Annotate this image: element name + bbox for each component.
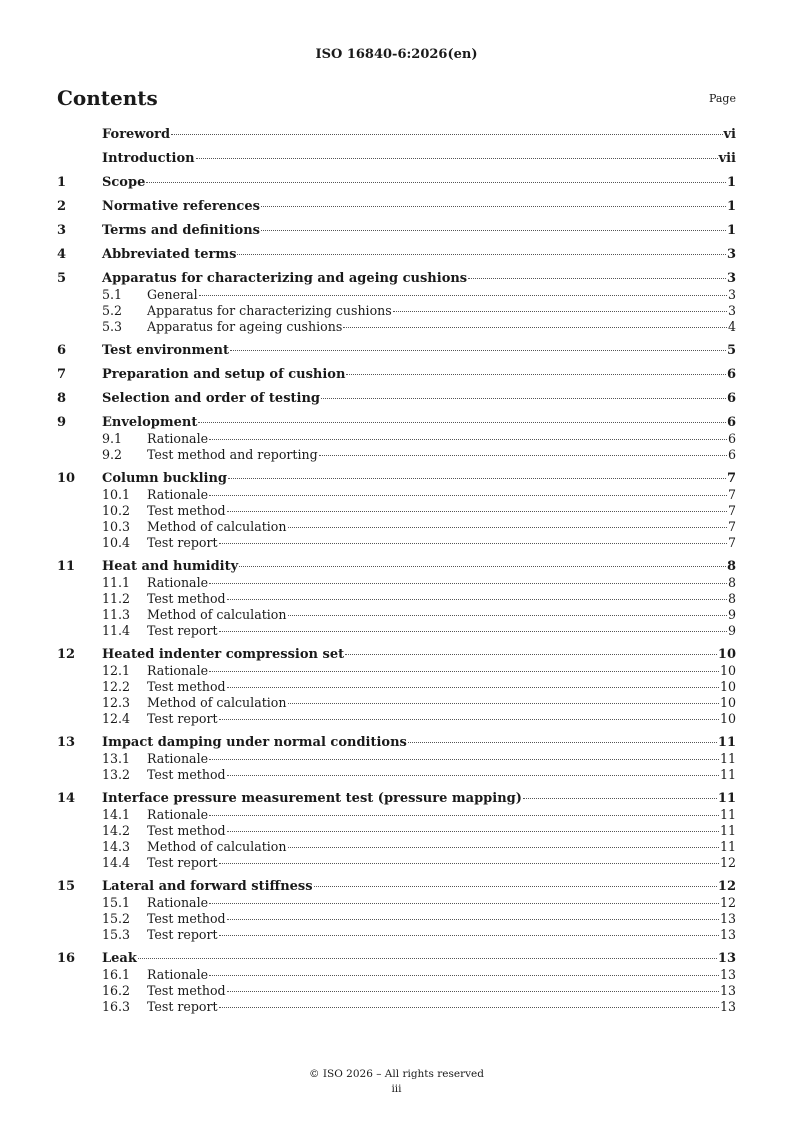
toc-entry-page: vi bbox=[723, 127, 736, 142]
toc-subentry-title[interactable]: General bbox=[147, 287, 198, 302]
toc-entry-title[interactable]: Foreword bbox=[102, 127, 171, 142]
toc-subentry-number: 5.3 bbox=[102, 319, 123, 334]
dot-leader bbox=[219, 631, 727, 632]
toc-subentry-number: 13.2 bbox=[102, 767, 131, 782]
toc-subentry-page: 3 bbox=[727, 287, 736, 302]
toc-entry-number: 9 bbox=[57, 415, 67, 430]
toc-subentry-number: 10.2 bbox=[102, 503, 131, 518]
toc-subentry-page: 3 bbox=[727, 303, 736, 318]
toc-subentry[interactable] bbox=[57, 967, 736, 983]
toc-subentry[interactable] bbox=[57, 767, 736, 783]
toc-subentry-page: 10 bbox=[719, 695, 736, 710]
toc-entry-number: 3 bbox=[57, 223, 67, 238]
toc-subentry-page: 13 bbox=[719, 927, 736, 942]
dot-leader bbox=[209, 671, 719, 672]
toc-entry-title[interactable]: Test environment bbox=[102, 343, 229, 358]
toc-subentry-number: 15.1 bbox=[102, 895, 131, 910]
toc-subentry[interactable] bbox=[57, 807, 736, 823]
toc-subentry-title[interactable]: Test report bbox=[147, 535, 218, 550]
dot-leader bbox=[227, 599, 727, 600]
table-of-contents bbox=[57, 127, 736, 1015]
dot-leader bbox=[199, 295, 727, 296]
toc-subentry[interactable] bbox=[57, 535, 736, 551]
toc-entry[interactable] bbox=[57, 127, 736, 143]
dot-leader bbox=[261, 230, 726, 231]
toc-subentry-title[interactable]: Method of calculation bbox=[147, 519, 287, 534]
toc-entry-page: 11 bbox=[717, 791, 736, 806]
document-header: ISO 16840-6:2026(en) bbox=[315, 47, 478, 62]
toc-subentry-page: 9 bbox=[727, 607, 736, 622]
dot-leader bbox=[228, 478, 726, 479]
toc-subentry[interactable] bbox=[57, 287, 736, 303]
toc-subentry-number: 16.3 bbox=[102, 999, 131, 1014]
dot-leader bbox=[288, 527, 727, 528]
toc-subentry[interactable] bbox=[57, 751, 736, 767]
toc-entry-page: 6 bbox=[726, 415, 736, 430]
toc-entry[interactable] bbox=[57, 367, 736, 383]
dot-leader bbox=[219, 1007, 719, 1008]
toc-entry-title[interactable]: Heated indenter compression set bbox=[102, 647, 345, 662]
toc-subentry-title[interactable]: Apparatus for ageing cushions bbox=[147, 319, 343, 334]
toc-subentry[interactable] bbox=[57, 999, 736, 1015]
toc-subentry-title[interactable]: Rationale bbox=[147, 487, 209, 502]
toc-subentry-number: 11.3 bbox=[102, 607, 131, 622]
toc-subentry[interactable] bbox=[57, 895, 736, 911]
toc-entry-title[interactable]: Abbreviated terms bbox=[102, 247, 237, 262]
dot-leader bbox=[261, 206, 726, 207]
toc-entry-page: 6 bbox=[726, 367, 736, 382]
toc-subentry-page: 6 bbox=[727, 447, 736, 462]
toc-subentry[interactable] bbox=[57, 855, 736, 871]
toc-entry-title[interactable]: Column buckling bbox=[102, 471, 228, 486]
dot-leader bbox=[227, 991, 719, 992]
toc-subentry-number: 12.2 bbox=[102, 679, 131, 694]
toc-entry-page: 12 bbox=[717, 879, 736, 894]
toc-subentry[interactable] bbox=[57, 679, 736, 695]
toc-entry[interactable] bbox=[57, 791, 736, 807]
toc-entry-title[interactable]: Terms and definitions bbox=[102, 223, 260, 238]
toc-subentry[interactable] bbox=[57, 711, 736, 727]
toc-entry-title[interactable]: Introduction bbox=[102, 151, 195, 166]
toc-entry-number: 16 bbox=[57, 951, 76, 966]
toc-entry-page: 11 bbox=[717, 735, 736, 750]
toc-subentry-number: 9.1 bbox=[102, 431, 123, 446]
toc-entry[interactable] bbox=[57, 223, 736, 239]
dot-leader bbox=[468, 278, 726, 279]
toc-subentry-number: 13.1 bbox=[102, 751, 131, 766]
toc-entry[interactable] bbox=[57, 951, 736, 967]
toc-entry-page: 6 bbox=[726, 391, 736, 406]
toc-subentry-title[interactable]: Rationale bbox=[147, 431, 209, 446]
toc-subentry-title[interactable]: Rationale bbox=[147, 575, 209, 590]
dot-leader bbox=[346, 374, 726, 375]
toc-subentry-number: 11.1 bbox=[102, 575, 131, 590]
toc-subentry[interactable] bbox=[57, 319, 736, 335]
toc-subentry-number: 11.2 bbox=[102, 591, 131, 606]
dot-leader bbox=[227, 687, 719, 688]
dot-leader bbox=[146, 182, 726, 183]
toc-entry-number: 11 bbox=[57, 559, 76, 574]
toc-subentry-title[interactable]: Test method bbox=[147, 591, 226, 606]
toc-entry-title[interactable]: Selection and order of testing bbox=[102, 391, 320, 406]
toc-subentry-number: 14.3 bbox=[102, 839, 131, 854]
toc-subentry-page: 12 bbox=[719, 855, 736, 870]
toc-subentry-number: 10.1 bbox=[102, 487, 131, 502]
dot-leader bbox=[219, 863, 719, 864]
toc-subentry-title[interactable]: Test method and reporting bbox=[147, 447, 318, 462]
dot-leader bbox=[227, 775, 719, 776]
toc-subentry-page: 8 bbox=[727, 575, 736, 590]
toc-entry-title[interactable]: Preparation and setup of cushion bbox=[102, 367, 346, 382]
toc-entry-number: 7 bbox=[57, 367, 67, 382]
toc-entry-title[interactable]: Scope bbox=[102, 175, 146, 190]
dot-leader bbox=[239, 566, 726, 567]
toc-subentry-title[interactable]: Method of calculation bbox=[147, 607, 287, 622]
toc-subentry-page: 4 bbox=[727, 319, 736, 334]
toc-entry-page: 1 bbox=[726, 223, 736, 238]
toc-subentry[interactable] bbox=[57, 823, 736, 839]
toc-entry[interactable] bbox=[57, 247, 736, 263]
dot-leader bbox=[219, 543, 727, 544]
toc-subentry[interactable] bbox=[57, 983, 736, 999]
toc-entry-title[interactable]: Envelopment bbox=[102, 415, 198, 430]
dot-leader bbox=[314, 886, 717, 887]
dot-leader bbox=[219, 719, 719, 720]
toc-subentry-title[interactable]: Test method bbox=[147, 503, 226, 518]
toc-subentry-title[interactable]: Test method bbox=[147, 911, 226, 926]
toc-subentry[interactable] bbox=[57, 447, 736, 463]
toc-entry-title[interactable]: Normative references bbox=[102, 199, 260, 214]
toc-entry-number: 12 bbox=[57, 647, 76, 662]
toc-entry[interactable] bbox=[57, 151, 736, 167]
toc-subentry-number: 11.4 bbox=[102, 623, 131, 638]
toc-subentry-page: 11 bbox=[719, 751, 736, 766]
toc-subentry-number: 16.2 bbox=[102, 983, 131, 998]
dot-leader bbox=[343, 327, 727, 328]
toc-entry[interactable] bbox=[57, 559, 736, 575]
toc-subentry-title[interactable]: Test method bbox=[147, 767, 226, 782]
toc-subentry-number: 14.1 bbox=[102, 807, 131, 822]
dot-leader bbox=[198, 422, 726, 423]
page-column-label: Page bbox=[708, 92, 736, 105]
toc-entry-page: 8 bbox=[726, 559, 736, 574]
toc-subentry-title[interactable]: Test method bbox=[147, 983, 226, 998]
toc-subentry[interactable] bbox=[57, 607, 736, 623]
toc-subentry-title[interactable]: Test method bbox=[147, 679, 226, 694]
dot-leader bbox=[209, 495, 727, 496]
toc-entry-page: 13 bbox=[717, 951, 736, 966]
toc-entry-number: 2 bbox=[57, 199, 67, 214]
toc-entry-number: 15 bbox=[57, 879, 76, 894]
toc-subentry-page: 8 bbox=[727, 591, 736, 606]
toc-subentry[interactable] bbox=[57, 911, 736, 927]
toc-subentry[interactable] bbox=[57, 431, 736, 447]
toc-subentry-page: 13 bbox=[719, 967, 736, 982]
toc-subentry-page: 11 bbox=[719, 807, 736, 822]
page-footer bbox=[0, 1067, 793, 1097]
toc-subentry-number: 12.1 bbox=[102, 663, 131, 678]
toc-subentry-title[interactable]: Rationale bbox=[147, 967, 209, 982]
toc-entry-title[interactable]: Lateral and forward stiffness bbox=[102, 879, 313, 894]
toc-entry[interactable] bbox=[57, 471, 736, 487]
toc-subentry-title[interactable]: Test report bbox=[147, 623, 218, 638]
dot-leader bbox=[209, 975, 719, 976]
dot-leader bbox=[321, 398, 726, 399]
toc-subentry-page: 9 bbox=[727, 623, 736, 638]
toc-subentry-title[interactable]: Rationale bbox=[147, 751, 209, 766]
toc-entry[interactable] bbox=[57, 271, 736, 287]
toc-subentry[interactable] bbox=[57, 591, 736, 607]
dot-leader bbox=[288, 615, 727, 616]
toc-subentry-title[interactable]: Test report bbox=[147, 711, 218, 726]
toc-subentry-page: 13 bbox=[719, 911, 736, 926]
toc-entry-page: 1 bbox=[726, 175, 736, 190]
toc-entry-number: 13 bbox=[57, 735, 76, 750]
page-number: iii bbox=[391, 1083, 402, 1095]
dot-leader bbox=[523, 798, 717, 799]
toc-subentry-page: 10 bbox=[719, 711, 736, 726]
dot-leader bbox=[209, 759, 719, 760]
toc-entry-page: vii bbox=[718, 151, 736, 166]
toc-entry-page: 3 bbox=[726, 271, 736, 286]
toc-subentry-number: 5.1 bbox=[102, 287, 123, 302]
toc-subentry[interactable] bbox=[57, 503, 736, 519]
toc-subentry-page: 11 bbox=[719, 823, 736, 838]
dot-leader bbox=[288, 847, 719, 848]
toc-entry-number: 10 bbox=[57, 471, 76, 486]
page-title: Contents bbox=[57, 86, 158, 110]
dot-leader bbox=[288, 703, 719, 704]
toc-entry-title[interactable]: Interface pressure measurement test (pressure mapping) bbox=[102, 791, 522, 806]
toc-entry[interactable] bbox=[57, 647, 736, 663]
dot-leader bbox=[196, 158, 718, 159]
toc-entry[interactable] bbox=[57, 391, 736, 407]
toc-subentry-page: 6 bbox=[727, 431, 736, 446]
toc-subentry-title[interactable]: Test method bbox=[147, 823, 226, 838]
toc-subentry-number: 16.1 bbox=[102, 967, 131, 982]
toc-entry[interactable] bbox=[57, 415, 736, 431]
toc-subentry-title[interactable]: Test report bbox=[147, 927, 218, 942]
dot-leader bbox=[209, 815, 719, 816]
toc-subentry-page: 13 bbox=[719, 999, 736, 1014]
dot-leader bbox=[209, 903, 719, 904]
toc-entry[interactable] bbox=[57, 343, 736, 359]
toc-entry-number: 4 bbox=[57, 247, 67, 262]
toc-subentry-page: 7 bbox=[727, 519, 736, 534]
toc-subentry-number: 10.4 bbox=[102, 535, 131, 550]
toc-subentry-title[interactable]: Test report bbox=[147, 855, 218, 870]
toc-entry-title[interactable]: Apparatus for characterizing and ageing cushions bbox=[102, 271, 468, 286]
toc-subentry-number: 15.3 bbox=[102, 927, 131, 942]
dot-leader bbox=[237, 254, 726, 255]
toc-subentry[interactable] bbox=[57, 663, 736, 679]
toc-subentry-number: 15.2 bbox=[102, 911, 131, 926]
toc-subentry-page: 7 bbox=[727, 487, 736, 502]
toc-subentry-title[interactable]: Method of calculation bbox=[147, 695, 287, 710]
toc-subentry[interactable] bbox=[57, 839, 736, 855]
toc-entry[interactable] bbox=[57, 199, 736, 215]
dot-leader bbox=[227, 919, 719, 920]
toc-entry-number: 8 bbox=[57, 391, 67, 406]
toc-subentry-number: 5.2 bbox=[102, 303, 123, 318]
toc-subentry-page: 13 bbox=[719, 983, 736, 998]
toc-entry-page: 10 bbox=[717, 647, 736, 662]
dot-leader bbox=[393, 311, 727, 312]
toc-subentry-page: 10 bbox=[719, 679, 736, 694]
dot-leader bbox=[230, 350, 726, 351]
toc-subentry-title[interactable]: Rationale bbox=[147, 663, 209, 678]
toc-subentry[interactable] bbox=[57, 575, 736, 591]
toc-subentry[interactable] bbox=[57, 487, 736, 503]
toc-subentry-page: 11 bbox=[719, 839, 736, 854]
toc-entry[interactable] bbox=[57, 735, 736, 751]
toc-entry-number: 6 bbox=[57, 343, 67, 358]
copyright-notice: © ISO 2026 – All rights reserved bbox=[309, 1068, 484, 1080]
toc-entry[interactable] bbox=[57, 879, 736, 895]
toc-entry-page: 1 bbox=[726, 199, 736, 214]
toc-subentry-page: 11 bbox=[719, 767, 736, 782]
toc-subentry-page: 12 bbox=[719, 895, 736, 910]
dot-leader bbox=[209, 439, 727, 440]
toc-subentry-page: 7 bbox=[727, 535, 736, 550]
dot-leader bbox=[227, 511, 727, 512]
toc-subentry-title[interactable]: Rationale bbox=[147, 807, 209, 822]
toc-subentry[interactable] bbox=[57, 519, 736, 535]
toc-subentry-number: 14.2 bbox=[102, 823, 131, 838]
toc-entry-number: 1 bbox=[57, 175, 67, 190]
toc-subentry-title[interactable]: Apparatus for characterizing cushions bbox=[147, 303, 392, 318]
toc-entry-title[interactable]: Heat and humidity bbox=[102, 559, 239, 574]
toc-subentry[interactable] bbox=[57, 623, 736, 639]
dot-leader bbox=[408, 742, 717, 743]
toc-subentry-number: 14.4 bbox=[102, 855, 131, 870]
toc-subentry-number: 12.4 bbox=[102, 711, 131, 726]
toc-subentry[interactable] bbox=[57, 303, 736, 319]
toc-entry-page: 5 bbox=[726, 343, 736, 358]
toc-subentry-title[interactable]: Test report bbox=[147, 999, 218, 1014]
dot-leader bbox=[171, 134, 722, 135]
toc-subentry[interactable] bbox=[57, 695, 736, 711]
toc-subentry-number: 9.2 bbox=[102, 447, 123, 462]
dot-leader bbox=[138, 958, 717, 959]
toc-entry[interactable] bbox=[57, 175, 736, 191]
toc-subentry-title[interactable]: Method of calculation bbox=[147, 839, 287, 854]
toc-entry-title[interactable]: Leak bbox=[102, 951, 137, 966]
toc-subentry[interactable] bbox=[57, 927, 736, 943]
dot-leader bbox=[209, 583, 727, 584]
dot-leader bbox=[319, 455, 727, 456]
toc-entry-page: 3 bbox=[726, 247, 736, 262]
dot-leader bbox=[227, 831, 719, 832]
toc-entry-number: 5 bbox=[57, 271, 67, 286]
toc-subentry-page: 7 bbox=[727, 503, 736, 518]
toc-subentry-number: 12.3 bbox=[102, 695, 131, 710]
dot-leader bbox=[219, 935, 719, 936]
toc-entry-page: 7 bbox=[726, 471, 736, 486]
toc-entry-title[interactable]: Impact damping under normal conditions bbox=[102, 735, 407, 750]
dot-leader bbox=[345, 654, 717, 655]
toc-subentry-page: 10 bbox=[719, 663, 736, 678]
toc-subentry-title[interactable]: Rationale bbox=[147, 895, 209, 910]
toc-entry-number: 14 bbox=[57, 791, 76, 806]
toc-subentry-number: 10.3 bbox=[102, 519, 131, 534]
